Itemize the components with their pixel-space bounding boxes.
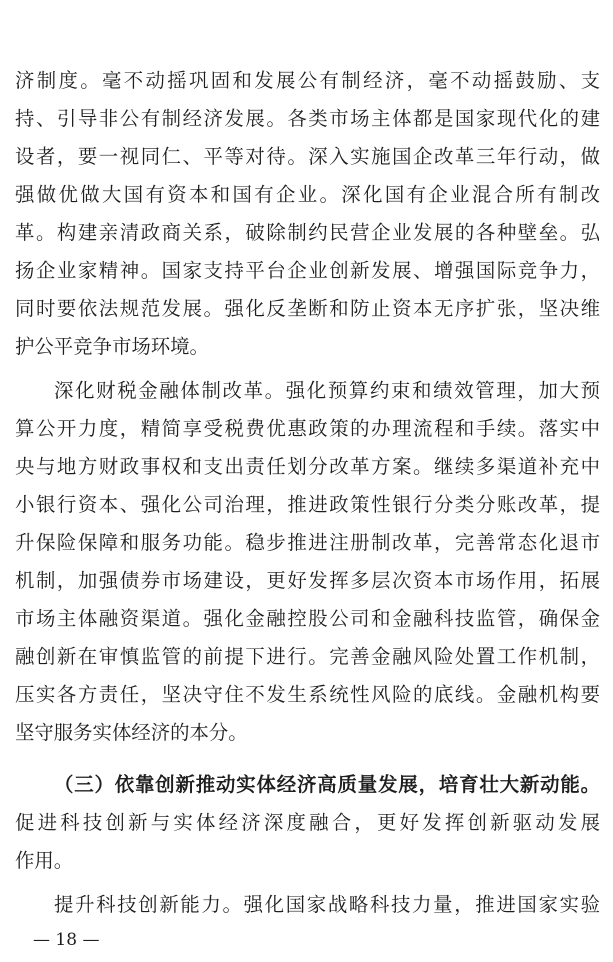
paragraph-1-line-1: 济制度。毫不动摇巩固和发展公有制经济，毫不动摇鼓励、支: [15, 69, 600, 92]
paragraph-2-line-9: 压实各方责任，坚决守住不发生系统性风险的底线。金融机构要: [15, 683, 600, 706]
page-number: — 18 —: [33, 930, 100, 950]
paragraph-1-line-7: 同时要依法规范发展。强化反垄断和防止资本无序扩张，坚决维: [15, 297, 600, 320]
paragraph-2-line-3: 央与地方财政事权和支出责任划分改革方案。继续多渠道补充中: [15, 455, 600, 478]
paragraph-2-line-1: 深化财税金融体制改革。强化预算约束和绩效管理，加大预: [54, 379, 600, 402]
paragraph-1-line-4: 强做优做大国有资本和国有企业。深化国有企业混合所有制改: [15, 183, 600, 206]
paragraph-1-line-5: 革。构建亲清政商关系，破除制约民营企业发展的各种壁垒。弘: [15, 221, 600, 244]
paragraph-2-line-6: 机制，加强债券市场建设，更好发挥多层次资本市场作用，拓展: [15, 569, 600, 592]
paragraph-1-line-3: 设者，要一视同仁、平等对待。深入实施国企改革三年行动，做: [15, 145, 600, 168]
paragraph-1-line-8: 护公平竞争市场环境。: [15, 335, 209, 358]
paragraph-3-line-3: 作用。: [15, 849, 74, 872]
paragraph-2-line-10: 坚守服务实体经济的本分。: [15, 721, 248, 744]
paragraph-4-line-1: 提升科技创新能力。强化国家战略科技力量，推进国家实验: [54, 893, 600, 916]
paragraph-2-line-4: 小银行资本、强化公司治理，推进政策性银行分类分账改革，提: [15, 493, 600, 516]
paragraph-3-line-2: 促进科技创新与实体经济深度融合，更好发挥创新驱动发展: [15, 811, 600, 834]
section-heading-line: （三）依靠创新推动实体经济高质量发展，培育壮大新动能。: [54, 773, 600, 796]
paragraph-1-line-2: 持、引导非公有制经济发展。各类市场主体都是国家现代化的建: [15, 107, 600, 130]
paragraph-2-line-5: 升保险保障和服务功能。稳步推进注册制改革，完善常态化退市: [15, 531, 600, 554]
paragraph-2-line-7: 市场主体融资渠道。强化金融控股公司和金融科技监管，确保金: [15, 607, 600, 630]
paragraph-1-line-6: 扬企业家精神。国家支持平台企业创新发展、增强国际竞争力，: [15, 259, 600, 282]
paragraph-2-line-2: 算公开力度，精简享受税费优惠政策的办理流程和手续。落实中: [15, 417, 600, 440]
paragraph-2-line-8: 融创新在审慎监管的前提下进行。完善金融风险处置工作机制，: [15, 645, 600, 668]
